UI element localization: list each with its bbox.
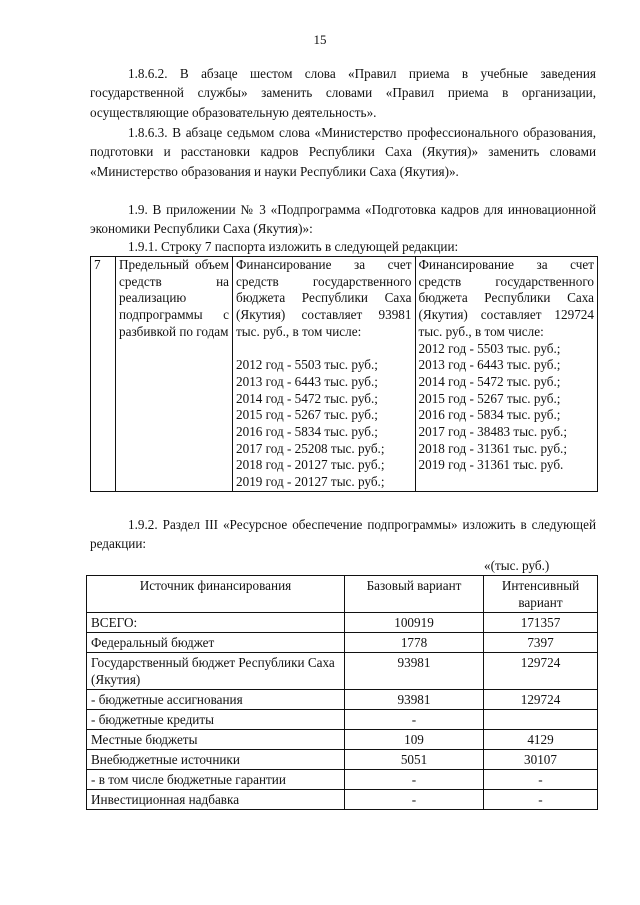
base-value-cell: 100919 xyxy=(345,613,484,633)
page-number: 15 xyxy=(313,32,327,47)
base-value-cell: - xyxy=(345,770,484,790)
source-cell: - в том числе бюджетные гарантии xyxy=(87,770,345,790)
base-value-cell: 93981 xyxy=(345,653,484,690)
row-number: 7 xyxy=(91,257,116,492)
base-year-line: 2018 год - 20127 тыс. руб.; xyxy=(236,457,385,473)
intensive-financing-intro: Финансирование за счет средств государственного бюджета Республики Саха (Якутия) составляет 129724 тыс. руб., в том числе: xyxy=(418,257,594,339)
base-year-line: 2015 год - 5267 тыс. руб.; xyxy=(236,407,378,423)
source-cell: Федеральный бюджет xyxy=(87,633,345,653)
intensive-value-cell: 30107 xyxy=(484,750,598,770)
table-row xyxy=(87,770,598,790)
paragraph-1-8-6-2: 1.8.6.2. В абзаце шестом слова «Правил приема в учебные заведения государственной службы» заменить словами «Правил приема в организации, осуществляющие образовательную деятельность». xyxy=(90,66,596,120)
base-year-line: 2017 год - 25208 тыс. руб.; xyxy=(236,440,385,456)
intensive-year-line: 2019 год - 31361 тыс. руб. xyxy=(418,457,564,473)
intensive-value-cell: 4129 xyxy=(484,730,598,750)
source-cell: Внебюджетные источники xyxy=(87,750,345,770)
intensive-value-cell: 129724 xyxy=(484,690,598,710)
paragraph-1-9-1: 1.9.1. Строку 7 паспорта изложить в следующей редакции: xyxy=(128,239,459,254)
source-cell: - бюджетные кредиты xyxy=(87,710,345,730)
base-year-line: 2012 год - 5503 тыс. руб.; xyxy=(236,357,378,373)
resources-header-row xyxy=(87,576,598,613)
table-row xyxy=(87,730,598,750)
table-row xyxy=(87,710,598,730)
passport-row-table xyxy=(90,256,598,492)
base-year-line: 2016 год - 5834 тыс. руб.; xyxy=(236,424,378,440)
base-financing-cell xyxy=(233,257,416,492)
source-cell: Инвестиционная надбавка xyxy=(87,790,345,810)
table-row xyxy=(87,790,598,810)
intensive-year-line: 2017 год - 38483 тыс. руб.; xyxy=(418,424,568,440)
header-source: Источник финансирования xyxy=(87,576,345,613)
intensive-year-line: 2018 год - 31361 тыс. руб.; xyxy=(418,440,568,456)
passport-row-7 xyxy=(91,257,598,492)
source-cell: ВСЕГО: xyxy=(87,613,345,633)
intensive-year-line: 2012 год - 5503 тыс. руб.; xyxy=(418,340,561,356)
base-value-cell: 1778 xyxy=(345,633,484,653)
intensive-value-cell xyxy=(484,710,598,730)
paragraph-1-8-6-3: 1.8.6.3. В абзаце седьмом слова «Министерство профессионального образования, подготовки и расстановки кадров Республики Саха (Якутия)» заменить словами «Министерство образования и науки Республики Саха (Якутия)». xyxy=(90,125,596,179)
unit-label: «(тыс. руб.) xyxy=(484,558,550,573)
base-year-line: 2013 год - 6443 тыс. руб.; xyxy=(236,373,378,389)
table-row xyxy=(87,690,598,710)
paragraph-1-9: 1.9. В приложении № 3 «Подпрограмма «Подготовка кадров для инновационной экономики Республики Саха (Якутия)»: xyxy=(90,202,596,237)
source-cell: - бюджетные ассигнования xyxy=(87,690,345,710)
table-row xyxy=(87,653,598,690)
base-year-line: 2014 год - 5472 тыс. руб.; xyxy=(236,390,378,406)
table-row xyxy=(87,750,598,770)
resources-table xyxy=(86,575,598,810)
intensive-year-line: 2015 год - 5267 тыс. руб.; xyxy=(418,390,561,406)
intensive-year-line: 2016 год - 5834 тыс. руб.; xyxy=(418,407,561,423)
base-value-cell: 109 xyxy=(345,730,484,750)
table-row xyxy=(87,633,598,653)
intensive-value-cell: 7397 xyxy=(484,633,598,653)
base-year-line: 2019 год - 20127 тыс. руб.; xyxy=(236,474,385,490)
base-value-cell: 5051 xyxy=(345,750,484,770)
table-row xyxy=(87,613,598,633)
intensive-financing-cell xyxy=(415,257,598,492)
header-intensive: Интенсивный вариант xyxy=(484,576,598,613)
intensive-value-cell: - xyxy=(484,790,598,810)
intensive-value-cell: - xyxy=(484,770,598,790)
header-base: Базовый вариант xyxy=(345,576,484,613)
base-value-cell: - xyxy=(345,790,484,810)
intensive-year-line: 2014 год - 5472 тыс. руб.; xyxy=(418,373,561,389)
base-value-cell: - xyxy=(345,710,484,730)
paragraph-1-9-2: 1.9.2. Раздел III «Ресурсное обеспечение подпрограммы» изложить в следующей редакции: xyxy=(90,517,596,552)
source-cell: Местные бюджеты xyxy=(87,730,345,750)
intensive-value-cell: 129724 xyxy=(484,653,598,690)
intensive-year-line: 2013 год - 6443 тыс. руб.; xyxy=(418,357,561,373)
base-financing-intro: Финансирование за счет средств государственного бюджета Республики Саха (Якутия) составляет 93981 тыс. руб., в том числе: xyxy=(236,257,412,339)
base-value-cell: 93981 xyxy=(345,690,484,710)
source-cell: Государственный бюджет Республики Саха (Якутия) xyxy=(87,653,345,690)
row-name: Предельный объем средств на реализацию подпрограммы с разбивкой по годам xyxy=(116,257,233,492)
intensive-value-cell: 171357 xyxy=(484,613,598,633)
